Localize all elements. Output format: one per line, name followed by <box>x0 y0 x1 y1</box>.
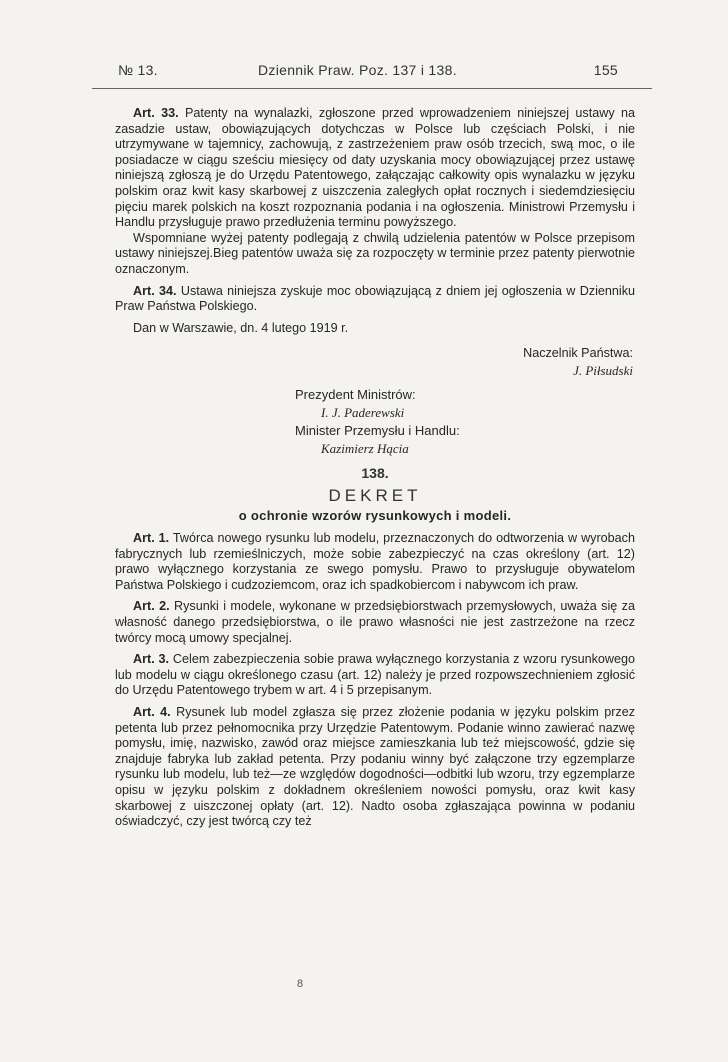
minister-title: Minister Przemysłu i Handlu: <box>295 423 460 439</box>
page-header <box>118 62 618 78</box>
decree-number: 138. <box>361 465 389 482</box>
header-rule <box>92 88 652 89</box>
article-3-label: Art. 3. <box>133 652 170 667</box>
pm-title: Prezydent Ministrów: <box>295 387 416 403</box>
article-33-paragraph-2 <box>115 231 635 278</box>
article-3 <box>115 652 635 699</box>
document-body <box>115 106 635 830</box>
article-33 <box>115 106 635 231</box>
article-4-label: Art. 4. <box>133 705 171 720</box>
chief-signature-block <box>115 344 635 380</box>
minister-name: Kazimierz Hącia <box>321 441 409 457</box>
ministers-signature-block <box>115 386 635 458</box>
article-2 <box>115 599 635 646</box>
journal-title: Dziennik Praw. Poz. 137 i 138. <box>258 62 457 78</box>
article-33-label: Art. 33. <box>133 106 179 120</box>
chief-title: Naczelnik Państwa: <box>523 346 633 361</box>
article-3-text: Celem zabezpieczenia sobie prawa wyłącznego korzystania z wzoru rysunkowego lub modelu w ciągu określonego czasu (art. 12) należy je przed rozpowszechnieniem zgłosić do Urzędu Patentowego trybem w art. 4 i 5 przepisanym. <box>115 652 635 698</box>
issue-number: № 13. <box>118 62 158 78</box>
article-33-text-2: Wspomniane wyżej patenty podlegają z chwilą udzielenia patentów w Polsce przepisom ustawy niniejszej.Bieg patentów uważa się za rozpoczęty w terminie przez patenty pierwotnie oznaczonym. <box>115 230 635 276</box>
article-34 <box>115 284 635 315</box>
chief-name: J. Piłsudski <box>573 363 633 379</box>
article-4 <box>115 705 635 830</box>
article-34-text: Ustawa niniejsza zyskuje moc obowiązującą z dniem jej ogłoszenia w Dzienniku Praw Państwa Polskiego. <box>115 283 635 314</box>
page-number: 155 <box>593 62 618 78</box>
pm-name: I. J. Paderewski <box>321 405 405 421</box>
article-1-text: Twórca nowego rysunku lub modelu, przeznaczonych do odtworzenia w wyrobach fabrycznych lub rzemieślniczych, może sobie zabezpieczyć na czas określony (art. 12) prawo wyłącznego korzystania ze swego pomysłu. Prawo to przysługuje obywatelom Państwa Polskiego i cudzoziemcom, oraz ich spadkobiercom i nabywcom ich praw. <box>115 531 635 592</box>
article-2-text: Rysunki i modele, wykonane w przedsiębiorstwach przemysłowych, uważa się za własność danego przedsiębiorstwa, o ile prawo własności nie jest zastrzeżone na rzecz twórcy mocą umowy specjalnej. <box>115 599 635 645</box>
article-1-label: Art. 1. <box>133 531 170 546</box>
article-1 <box>115 531 635 593</box>
article-2-label: Art. 2. <box>133 599 170 614</box>
date-line: Dan w Warszawie, dn. 4 lutego 1919 r. <box>133 320 349 335</box>
decree-subtitle: o ochronie wzorów rysunkowych i modeli. <box>238 507 512 523</box>
footer-mark: 8 <box>297 978 304 990</box>
article-4-text: Rysunek lub model zgłasza się przez złożenie podania w języku polskim przez petenta lub przez pełnomocnika przy Urzędzie Patentowym. Podanie winno zawierać nazwę pomysłu, imię, nazwisko, zawód oraz miejsce zamieszkania lub też miejscowość, gdzie się znajduje fabryka lub zakład petenta. Przy podaniu winny być załączone trzy egzemplarze rysunku lub modelu, lub też—ze względów dogodności—odbitki lub wzoru, trzy egzemplarze opisu w języku polskim z dokładnem określeniem nowości pomysłu, oraz kwit kasy skarbowej z uiszczonej opłaty (art. 12). Nadto osoba zgłaszająca powinna w podaniu oświadczyć, czy jest twórcą czy też <box>115 705 635 829</box>
decree-heading: DEKRET <box>328 485 422 505</box>
article-33-text: Patenty na wynalazki, zgłoszone przed wprowadzeniem niniejszej ustawy na zasadzie ustaw, obowiązujących dotychczas w Polsce lub częściach Polski, i nie utrzymywane w tajemnicy, zachowują, z zastrzeżeniem praw osób trzecich, swą moc, o ile posiadacze w ciągu sześciu miesięcy od daty uzyskania mocy obowiązującej przez ustawę niniejszą zgłoszą je do Urzędu Patentowego, załączając całkowity opis wynalazku w języku polskim oraz kwit kasy skarbowej z uiszczenia zaległych opłat rocznych i siedemdziesięciu pięciu marek polskich na koszt rozpoznania podania i na ogłoszenia. Ministrowi Przemysłu i Handlu przysługuje prawo przedłużenia terminu powyższego. <box>115 106 636 230</box>
article-34-label: Art. 34. <box>133 283 177 298</box>
